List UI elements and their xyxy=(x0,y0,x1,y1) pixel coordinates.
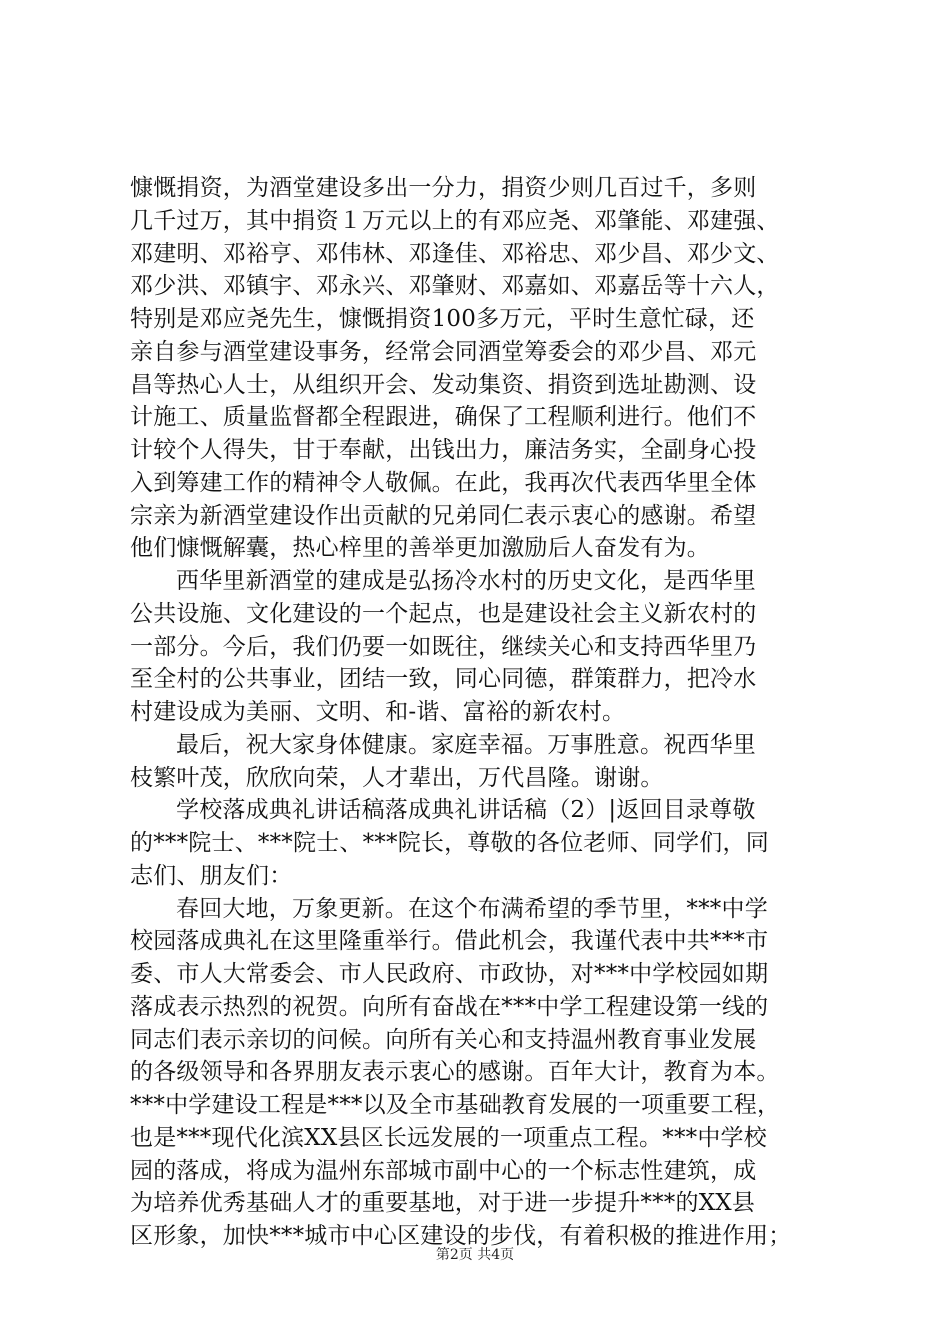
text-line: 校园落成典礼在这里隆重举行。借此机会，我谨代表中共***市 xyxy=(130,928,769,955)
text-line: 入到筹建工作的精神令人敬佩。在此，我再次代表西华里全体 xyxy=(130,469,757,496)
text-line: 委、市人大常委会、市人民政府、市政协，对***中学校园如期 xyxy=(130,961,769,987)
paragraph-start-line: 春回大地，万象更新。在这个布满希望的季节里，***中学 xyxy=(176,895,768,922)
text-line: 计施工、质量监督都全程跟进，确保了工程顺利进行。他们不 xyxy=(130,404,757,431)
text-line: 特别是邓应尧先生，慷慨捐资100多万元，平时生意忙碌，还 xyxy=(130,306,755,332)
paragraph-start-line: 西华里新酒堂的建成是弘扬冷水村的历史文化，是西华里 xyxy=(176,568,756,594)
text-line: 同志们表示亲切的问候。向所有关心和支持温州教育事业发展 xyxy=(130,1026,757,1053)
text-line: 昌等热心人士，从组织开会、发动集资、捐资到选址勘测、设 xyxy=(130,371,757,398)
text-line: 也是***现代化滨XX县区长远发展的一项重点工程。***中学校 xyxy=(130,1124,767,1151)
text-line: 区形象，加快***城市中心区建设的步伐，有着积极的推进作用； xyxy=(130,1223,792,1249)
section-heading-line: 学校落成典礼讲话稿落成典礼讲话稿（2）|返回目录尊敬 xyxy=(176,797,756,824)
text-line: 园的落成，将成为温州东部城市副中心的一个标志性建筑，成 xyxy=(130,1157,757,1184)
text-line: 的***院士、***院士、***院长，尊敬的各位老师、同学们，同 xyxy=(130,830,769,856)
text-line: 村建设成为美丽、文明、和-谐、富裕的新农村。 xyxy=(130,699,626,725)
text-line: 志们、朋友们： xyxy=(130,862,293,889)
text-line: 至全村的公共事业，团结一致，同心同德，群策群力，把冷水 xyxy=(130,666,757,693)
text-line: 几千过万，其中捐资１万元以上的有邓应尧、邓肇能、邓建强、 xyxy=(130,207,780,234)
page-number-footer: 第2页 共4页 xyxy=(435,1247,515,1263)
text-line: 亲自参与酒堂建设事务，经常会同酒堂筹委会的邓少昌、邓元 xyxy=(130,338,757,365)
text-line: 慷慨捐资，为酒堂建设多出一分力，捐资少则几百过千，多则 xyxy=(130,175,757,201)
paragraph-start-line: 最后，祝大家身体健康。家庭幸福。万事胜意。祝西华里 xyxy=(176,731,756,758)
text-line: 宗亲为新酒堂建设作出贡献的兄弟同仁表示衷心的感谢。希望 xyxy=(130,502,757,529)
text-line: 邓少洪、邓镇宇、邓永兴、邓肇财、邓嘉如、邓嘉岳等十六人， xyxy=(130,273,780,300)
text-line: 邓建明、邓裕亨、邓伟林、邓逢佳、邓裕忠、邓少昌、邓少文、 xyxy=(130,240,780,267)
text-line: 计较个人得失，甘于奉献，出钱出力，廉洁务实，全副身心投 xyxy=(130,437,757,463)
text-line: 他们慷慨解囊，热心梓里的善举更加激励后人奋发有为。 xyxy=(130,535,710,562)
text-line: 的各级领导和各界朋友表示衷心的感谢。百年大计，教育为本。 xyxy=(130,1059,780,1086)
document-body xyxy=(130,172,854,1253)
text-line: 落成表示热烈的祝贺。向所有奋战在***中学工程建设第一线的 xyxy=(130,993,769,1020)
text-line: ***中学建设工程是***以及全市基础教育发展的一项重要工程， xyxy=(130,1092,781,1118)
text-line: 一部分。今后，我们仍要一如既往，继续关心和支持西华里乃 xyxy=(130,633,757,660)
text-line: 公共设施、文化建设的一个起点，也是建设社会主义新农村的 xyxy=(130,600,757,627)
text-line: 枝繁叶茂，欣欣向荣，人才辈出，万代昌隆。谢谢。 xyxy=(130,764,664,791)
text-line: 为培养优秀基础人才的重要基地，对于进一步提升***的XX县 xyxy=(130,1190,756,1217)
